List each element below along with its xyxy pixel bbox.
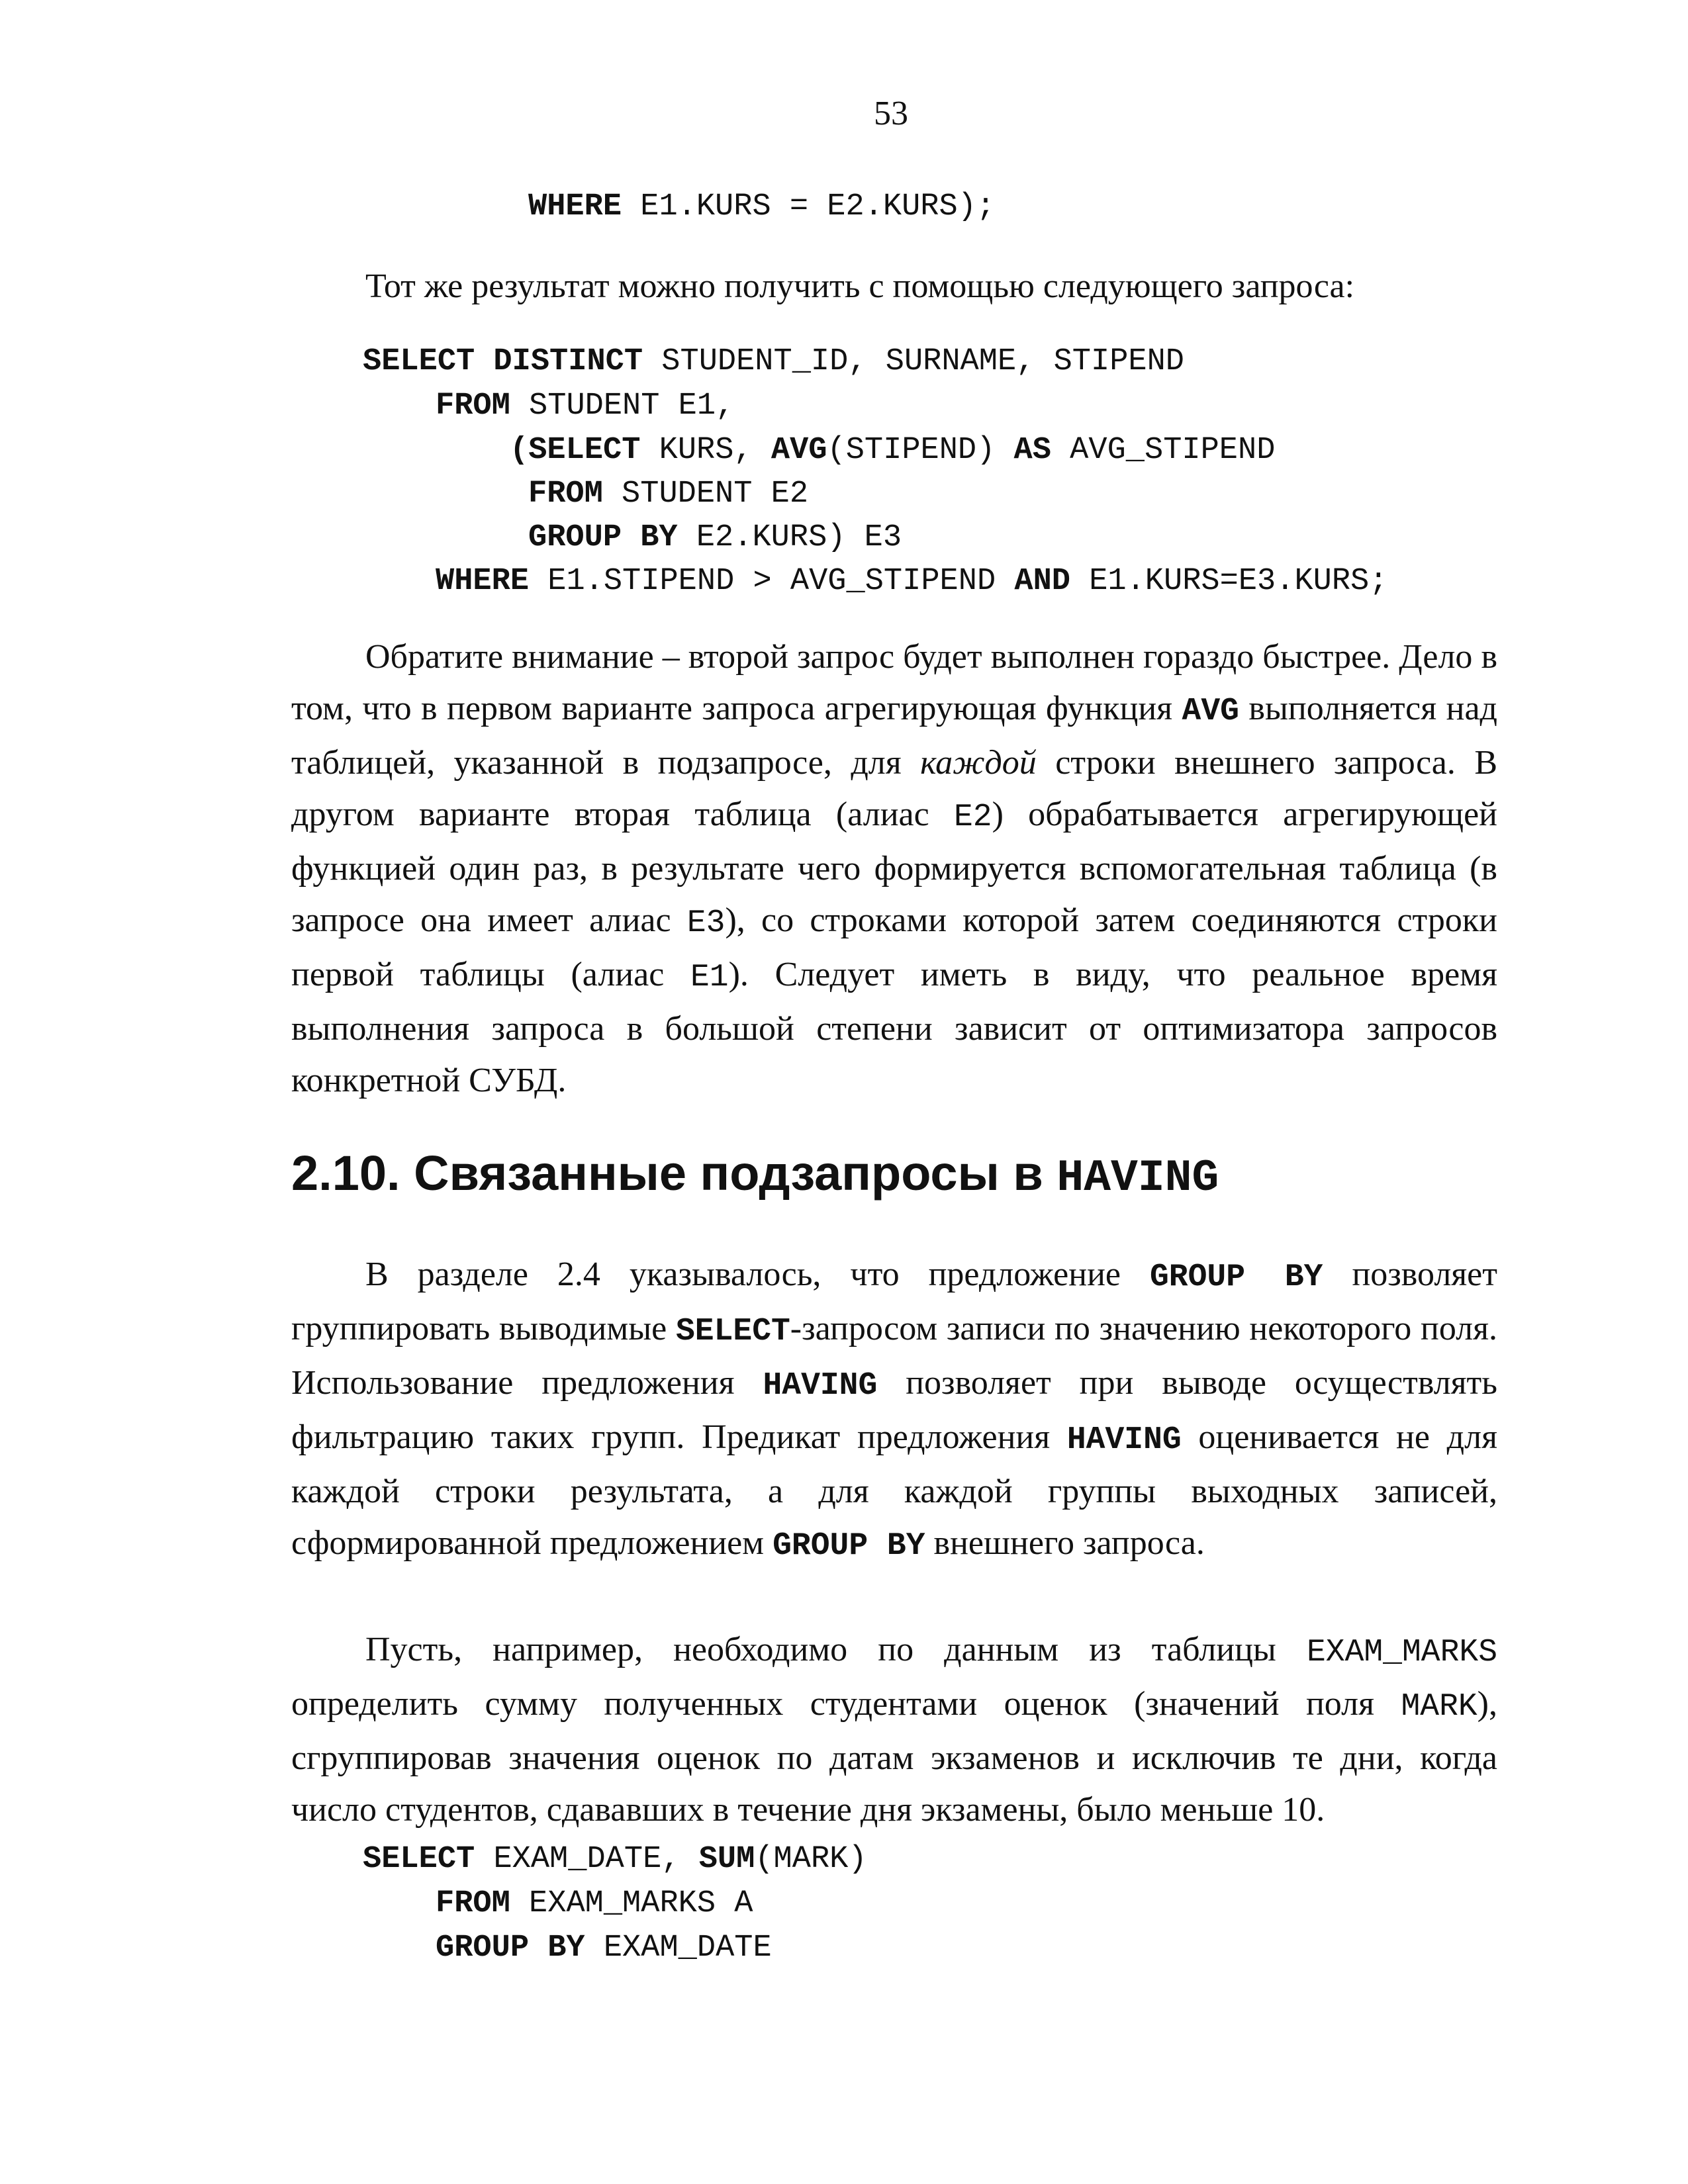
code-line xyxy=(436,1884,753,1924)
section-heading xyxy=(291,1144,1219,1208)
text-run: ) обрабатывается агрегирующей функцией один раз, в результате чего формируется вспомогательная таблица (в запросе она имеет алиас xyxy=(291,796,1497,939)
code-line xyxy=(363,1840,867,1880)
sql-text: E1.KURS=E3.KURS; xyxy=(1070,564,1388,599)
sql-keyword: (SELECT xyxy=(510,433,641,468)
sql-keyword: AND xyxy=(1014,564,1070,599)
sql-text: STUDENT_ID, SURNAME, STIPEND xyxy=(643,344,1185,379)
sql-keyword: FROM xyxy=(436,388,510,424)
sql-keyword: SELECT xyxy=(675,1314,790,1349)
text-run: ), со строками которой затем соединяются строки первой таблицы (алиас xyxy=(291,901,1497,993)
text-run: строки внешнего запроса. В другом варианте вторая таблица (алиас xyxy=(291,744,1498,833)
sql-keyword: GROUP BY xyxy=(436,1931,585,1966)
sql-keyword: GROUP BY xyxy=(773,1528,925,1564)
paragraph-example xyxy=(291,1624,1497,1836)
text-run: ). Следует иметь в виду, что реальное время выполнения запроса в большой степени зависит от оптимизатора запросов конкретной СУБД. xyxy=(291,956,1497,1099)
code-line xyxy=(528,518,902,558)
sql-text: KURS, xyxy=(640,433,771,468)
sql-text: STUDENT E2 xyxy=(602,477,809,512)
heading-text: 2.10. Связанные подзапросы в xyxy=(291,1146,1057,1201)
sql-text: STUDENT E1, xyxy=(510,388,735,424)
sql-text: EXAM_MARKS A xyxy=(510,1886,753,1921)
sql-text: (STIPEND) xyxy=(827,433,1014,468)
sql-identifier: MARK xyxy=(1401,1689,1477,1725)
sql-keyword: SUM xyxy=(698,1842,755,1877)
sql-text: E1.STIPEND > AVG_STIPEND xyxy=(529,564,1015,599)
text-run: выполняется над таблицей, указанной в подзапросе, для xyxy=(291,690,1497,782)
sql-keyword: GROUP BY xyxy=(528,520,678,555)
paragraph-attention xyxy=(291,631,1497,1107)
text-run: определить сумму полученных студентами оценок (значений поля xyxy=(291,1685,1401,1723)
heading-keyword: HAVING xyxy=(1056,1153,1219,1204)
sql-identifier: E1 xyxy=(690,960,729,995)
sql-keyword: WHERE xyxy=(436,564,530,599)
code-line xyxy=(510,431,1275,471)
text-run: позволяет при выводе осуществлять фильтрацию таких групп. Предикат предложения xyxy=(291,1364,1497,1456)
code-line xyxy=(436,1929,772,1968)
sql-keyword: FROM xyxy=(528,477,603,512)
page-number: 53 xyxy=(874,95,908,132)
sql-keyword: SELECT DISTINCT xyxy=(363,344,643,379)
sql-keyword: HAVING xyxy=(763,1368,878,1404)
sql-keyword: WHERE xyxy=(528,189,622,224)
text-run: Пусть, например, необходимо по данным из таблицы xyxy=(365,1631,1307,1668)
text-run: позволяет группировать выводимые xyxy=(291,1255,1497,1347)
sql-identifier: EXAM_MARKS xyxy=(1306,1635,1497,1670)
code-line xyxy=(528,187,995,227)
code-line xyxy=(528,475,808,514)
emphasis: каждой xyxy=(920,744,1037,782)
sql-identifier: E2 xyxy=(953,799,992,835)
sql-text: (MARK) xyxy=(755,1842,867,1877)
text-run: внешнего запроса. xyxy=(925,1524,1205,1562)
sql-keyword: AVG xyxy=(771,433,827,468)
sql-keyword: GROUP BY xyxy=(1150,1259,1323,1295)
sql-text: EXAM_DATE, xyxy=(475,1842,699,1877)
sql-keyword: AS xyxy=(1013,433,1051,468)
text-run: ), сгруппировав значения оценок по датам экзаменов и исключив те дни, когда число студентов, сдававших в течение дня экзамены, было меньше 10. xyxy=(291,1685,1497,1829)
text-run: Обратите внимание – второй запрос будет выполнен гораздо быстрее. Дело в том, что в первом варианте запроса агрегирующая функция xyxy=(291,638,1497,727)
code-line xyxy=(363,342,1184,382)
sql-identifier: E3 xyxy=(686,905,726,941)
sql-text: AVG_STIPEND xyxy=(1051,433,1276,468)
paragraph-having xyxy=(291,1249,1497,1572)
code-line xyxy=(436,387,734,426)
code-line xyxy=(436,562,1387,602)
sql-keyword: FROM xyxy=(436,1886,510,1921)
sql-text: E1.KURS = E2.KURS); xyxy=(622,189,996,224)
sql-text: E2.KURS) E3 xyxy=(677,520,902,555)
text-run: оценивается не для каждой строки результата, а для каждой группы выходных записей, сформированной предложением xyxy=(291,1418,1497,1562)
sql-text: EXAM_DATE xyxy=(585,1931,772,1966)
sql-keyword: HAVING xyxy=(1066,1422,1182,1458)
text-run: В разделе 2.4 указывалось, что предложение xyxy=(365,1255,1150,1293)
text-run: -запросом записи по значению некоторого поля. Использование предложения xyxy=(291,1310,1497,1402)
sql-keyword: SELECT xyxy=(363,1842,475,1877)
sql-keyword: AVG xyxy=(1182,694,1239,729)
paragraph-intro: Тот же результат можно получить с помощью следующего запроса: xyxy=(365,267,1355,305)
